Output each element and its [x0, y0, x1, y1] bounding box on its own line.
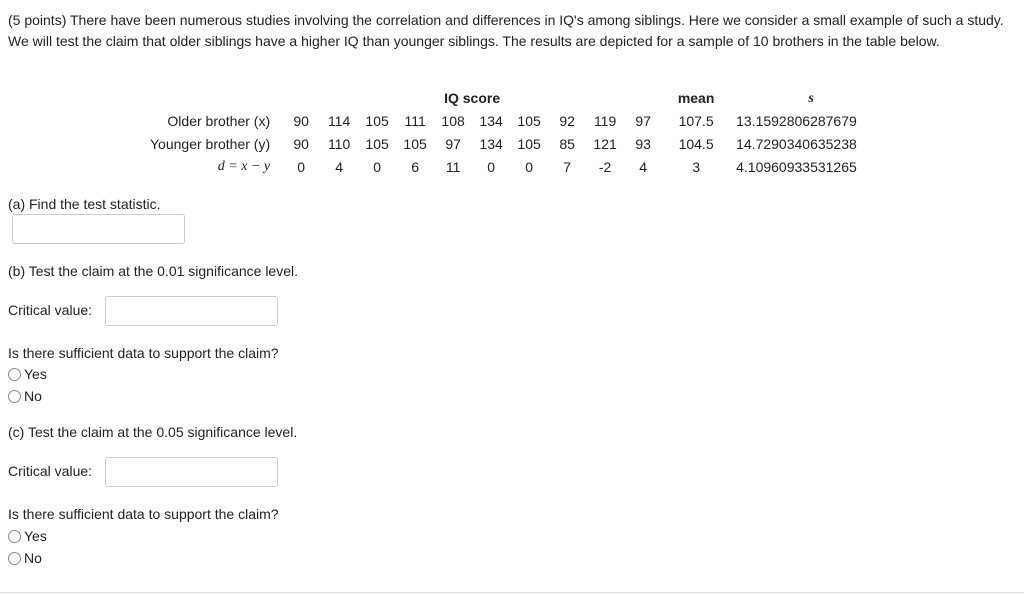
- cell-sd: 14.7290340635238: [736, 135, 857, 152]
- part-b-critical-label: Critical value:: [8, 302, 93, 318]
- cell-value: 0: [297, 158, 305, 175]
- part-b-sufficient-question: Is there sufficient data to support the claim?: [8, 345, 279, 361]
- radio-button[interactable]: [8, 552, 21, 565]
- part-c-sufficient-question: Is there sufficient data to support the claim?: [8, 506, 279, 522]
- table-header-row: [150, 86, 886, 109]
- test-statistic-input[interactable]: [12, 214, 185, 244]
- cell-value: 0: [525, 158, 533, 175]
- cell-value: 6: [411, 158, 419, 175]
- table-row-younger: [150, 132, 886, 155]
- cell-value: 93: [635, 135, 651, 152]
- cell-value: 0: [487, 158, 495, 175]
- cell-value: 90: [293, 112, 309, 129]
- cell-sd: 4.10960933531265: [736, 158, 857, 175]
- table-row-difference: [150, 155, 886, 178]
- cell-value: 119: [593, 112, 617, 129]
- cell-value: 121: [593, 135, 617, 152]
- cell-value: 105: [517, 112, 541, 129]
- iq-score-header: IQ score: [444, 89, 501, 106]
- cell-value: 7: [563, 158, 571, 175]
- row-label-older: Older brother (x): [167, 112, 271, 129]
- cell-value: 114: [327, 112, 351, 129]
- cell-value: 90: [293, 135, 309, 152]
- cell-value: 105: [365, 135, 389, 152]
- cell-value: 108: [441, 112, 465, 129]
- option-label: Yes: [24, 528, 47, 544]
- cell-value: 85: [559, 135, 575, 152]
- cell-value: 105: [517, 135, 541, 152]
- s-header: s: [808, 90, 814, 106]
- part-c-option-yes[interactable]: [8, 528, 47, 544]
- cell-value: 97: [445, 135, 461, 152]
- row-label-younger: Younger brother (y): [150, 135, 271, 152]
- cell-sd: 13.1592806287679: [736, 112, 857, 129]
- cell-value: 92: [559, 112, 575, 129]
- part-c-option-no[interactable]: [8, 550, 42, 566]
- cell-mean: 107.5: [678, 112, 714, 129]
- radio-button[interactable]: [8, 368, 21, 381]
- cell-value: 105: [403, 135, 427, 152]
- cell-value: 4: [639, 158, 647, 175]
- part-c-critical-label: Critical value:: [8, 463, 93, 479]
- cell-value: 97: [635, 112, 651, 129]
- cell-value: 134: [479, 135, 503, 152]
- option-label: Yes: [24, 366, 47, 382]
- iq-table: [150, 86, 886, 178]
- cell-value: 111: [404, 112, 426, 129]
- radio-button[interactable]: [8, 530, 21, 543]
- part-c-question: (c) Test the claim at the 0.05 significance level.: [8, 424, 298, 440]
- part-a-question: (a) Find the test statistic.: [8, 196, 161, 212]
- option-label: No: [24, 550, 42, 566]
- part-c-critical-value-input[interactable]: [105, 457, 278, 487]
- radio-button[interactable]: [8, 390, 21, 403]
- cell-value: 134: [479, 112, 503, 129]
- table-row-older: [150, 109, 886, 132]
- cell-mean: 3: [692, 158, 700, 175]
- cell-value: 11: [445, 158, 461, 175]
- cell-value: 110: [327, 135, 351, 152]
- cell-mean: 104.5: [678, 135, 714, 152]
- option-label: No: [24, 388, 42, 404]
- bottom-divider: [0, 592, 1024, 593]
- cell-value: 4: [335, 158, 343, 175]
- mean-header: mean: [677, 89, 715, 106]
- part-b-option-no[interactable]: [8, 388, 42, 404]
- cell-value: 0: [373, 158, 381, 175]
- row-label-difference: d = x − y: [217, 158, 271, 174]
- part-b-option-yes[interactable]: [8, 366, 47, 382]
- part-b-question: (b) Test the claim at the 0.01 significance level.: [8, 263, 299, 279]
- cell-value: 105: [365, 112, 389, 129]
- part-b-critical-value-input[interactable]: [105, 296, 278, 326]
- problem-intro: (5 points) There have been numerous studies involving the correlation and differences in IQ's among siblings. Here we consider a small example of such a study. We will test the claim that older siblings have a higher IQ than younger siblings. The results are depicted for a sample of 10 brothers in the table below.: [8, 12, 1004, 49]
- cell-value: -2: [598, 158, 612, 175]
